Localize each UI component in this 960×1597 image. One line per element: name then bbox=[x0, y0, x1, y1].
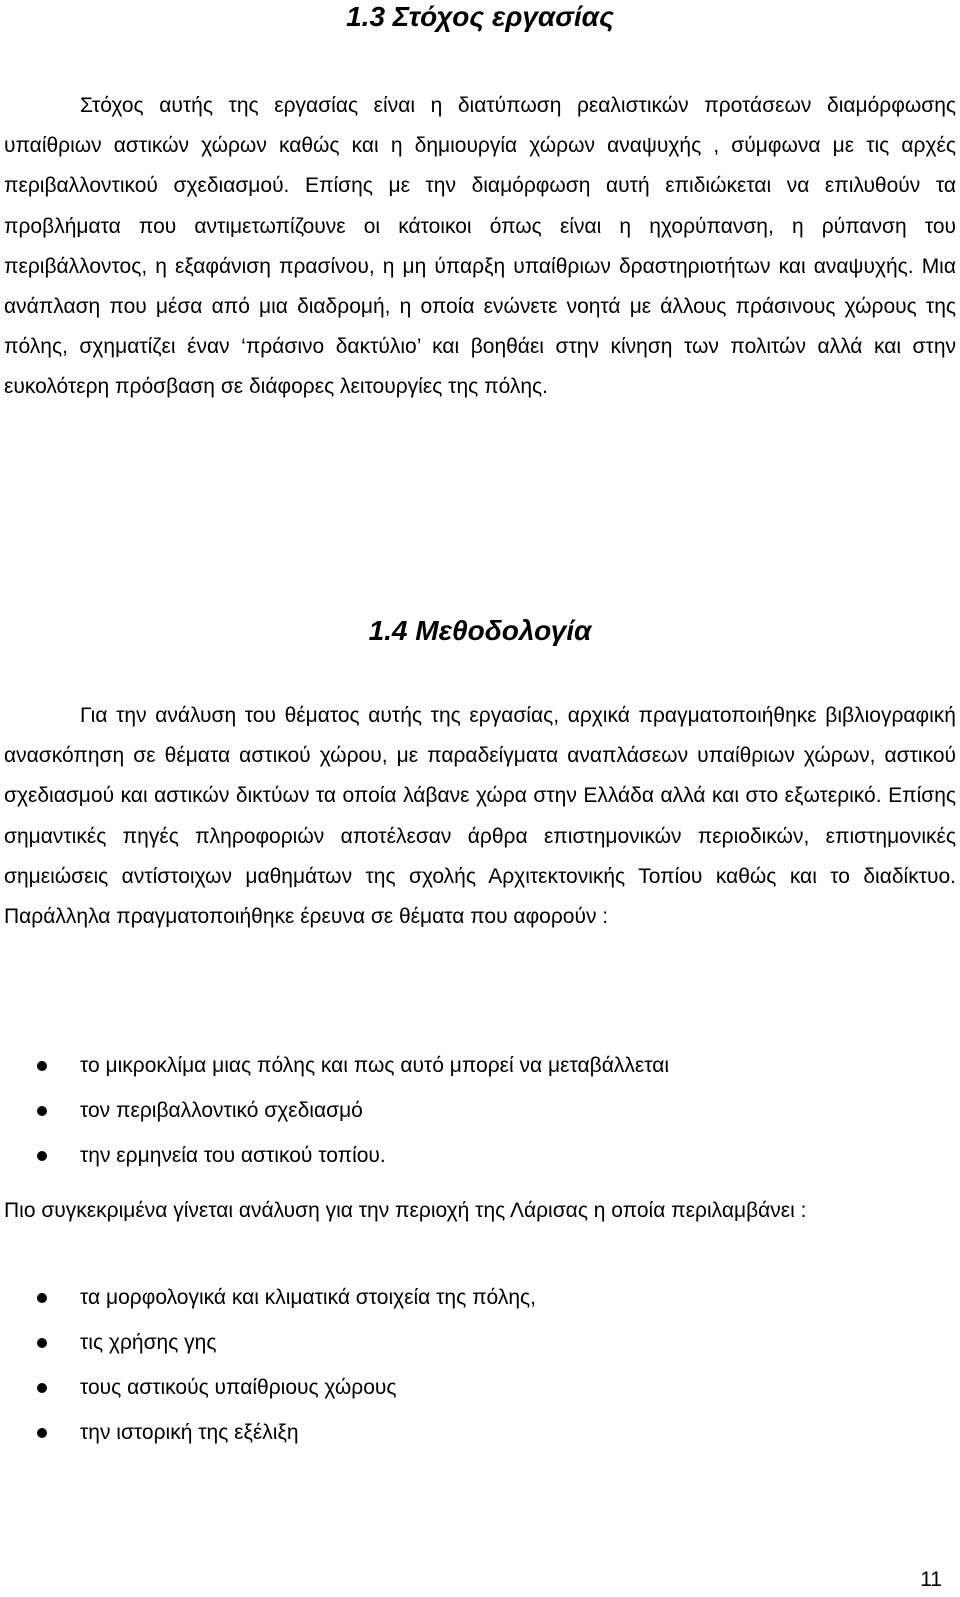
list-item-text: τις χρήσης γης bbox=[80, 1331, 217, 1354]
bullet-icon bbox=[37, 1338, 47, 1348]
list-item-text: τα μορφολογικά και κλιματικά στοιχεία της πόλης, bbox=[80, 1286, 536, 1309]
paragraph-methodologia: Για την ανάλυση του θέματος αυτής της εργασίας, αρχικά πραγματοποιήθηκε βιβλιογραφική ανασκόπηση σε θέματα αστικού χώρου, με παραδείγματα αναπλάσεων υπαίθριων χώρων, αστικού σχεδιασμού και αστικών δικτύων τα οποία λάβανε χώρα στην Ελλάδα αλλά και στο εξωτερικό. Επίσης σημαντικές πηγές πληροφοριών αποτέλεσαν άρθρα επιστημονικών περιοδικών, επιστημονικές σημειώσεις αντίστοιχων μαθημάτων της σχολής Αρχιτεκτονικής Τοπίου καθώς και το διαδίκτυο. Παράλληλα πραγματοποιήθηκε έρευνα σε θέματα που αφορούν : bbox=[4, 704, 956, 929]
list-item-text: τον περιβαλλοντικό σχεδιασμό bbox=[80, 1099, 363, 1122]
list-item bbox=[0, 1053, 960, 1098]
bullet-icon bbox=[37, 1106, 47, 1116]
page-number: 11 bbox=[920, 1568, 942, 1591]
list-item bbox=[0, 1375, 960, 1420]
list-item bbox=[0, 1420, 960, 1465]
bullet-icon bbox=[37, 1061, 47, 1071]
list-item-text: την ιστορική της εξέλιξη bbox=[80, 1421, 299, 1444]
list-item-text: την ερμηνεία του αστικού τοπίου. bbox=[80, 1144, 386, 1167]
list-item-text: το μικροκλίμα μιας πόλης και πως αυτό μπορεί να μεταβάλλεται bbox=[80, 1054, 670, 1077]
list-item bbox=[0, 1330, 960, 1375]
paragraph-stochos: Στόχος αυτής της εργασίας είναι η διατύπωση ρεαλιστικών προτάσεων διαμόρφωσης υπαίθριων αστικών χώρων καθώς και η δημιουργία χώρων αναψυχής , σύμφωνα με τις αρχές περιβαλλοντικού σχεδιασμού. Επίσης με την διαμόρφωση αυτή επιδιώκεται να επιλυθούν τα προβλήματα που αντιμετωπίζουνε οι κάτοικοι όπως είναι η ηχορύπανση, η ρύπανση του περιβάλλοντος, η εξαφάνιση πρασίνου, η μη ύπαρξη υπαίθριων δραστηριοτήτων και αναψυχής. Μια ανάπλαση που μέσα από μια διαδρομή, η οποία ενώνετε νοητά με άλλους πράσινους χώρους της πόλης, σχηματίζει έναν ‘πράσινο δακτύλιο’ και βοηθάει στην κίνηση των πολιτών αλλά και στην ευκολότερη πρόσβαση σε διάφορες λειτουργίες της πόλης. bbox=[4, 94, 956, 399]
bullet-icon bbox=[37, 1428, 47, 1438]
bullet-list-research-topics bbox=[0, 1053, 960, 1188]
bullet-icon bbox=[37, 1151, 47, 1161]
list-item bbox=[0, 1098, 960, 1143]
bullet-icon bbox=[37, 1293, 47, 1303]
section-heading-methodologia: 1.4 Μεθοδολογία bbox=[368, 615, 592, 646]
list-item-text: τους αστικούς υπαίθριους χώρους bbox=[80, 1376, 397, 1399]
section-heading-stochos: 1.3 Στόχος εργασίας bbox=[346, 1, 614, 32]
list-item bbox=[0, 1285, 960, 1330]
list-item bbox=[0, 1143, 960, 1188]
paragraph-larisa: Πιο συγκεκριμένα γίνεται ανάλυση για την περιοχή της Λάρισας η οποία περιλαμβάνει : bbox=[4, 1199, 807, 1222]
bullet-icon bbox=[37, 1383, 47, 1393]
bullet-list-larisa-analysis bbox=[0, 1285, 960, 1465]
